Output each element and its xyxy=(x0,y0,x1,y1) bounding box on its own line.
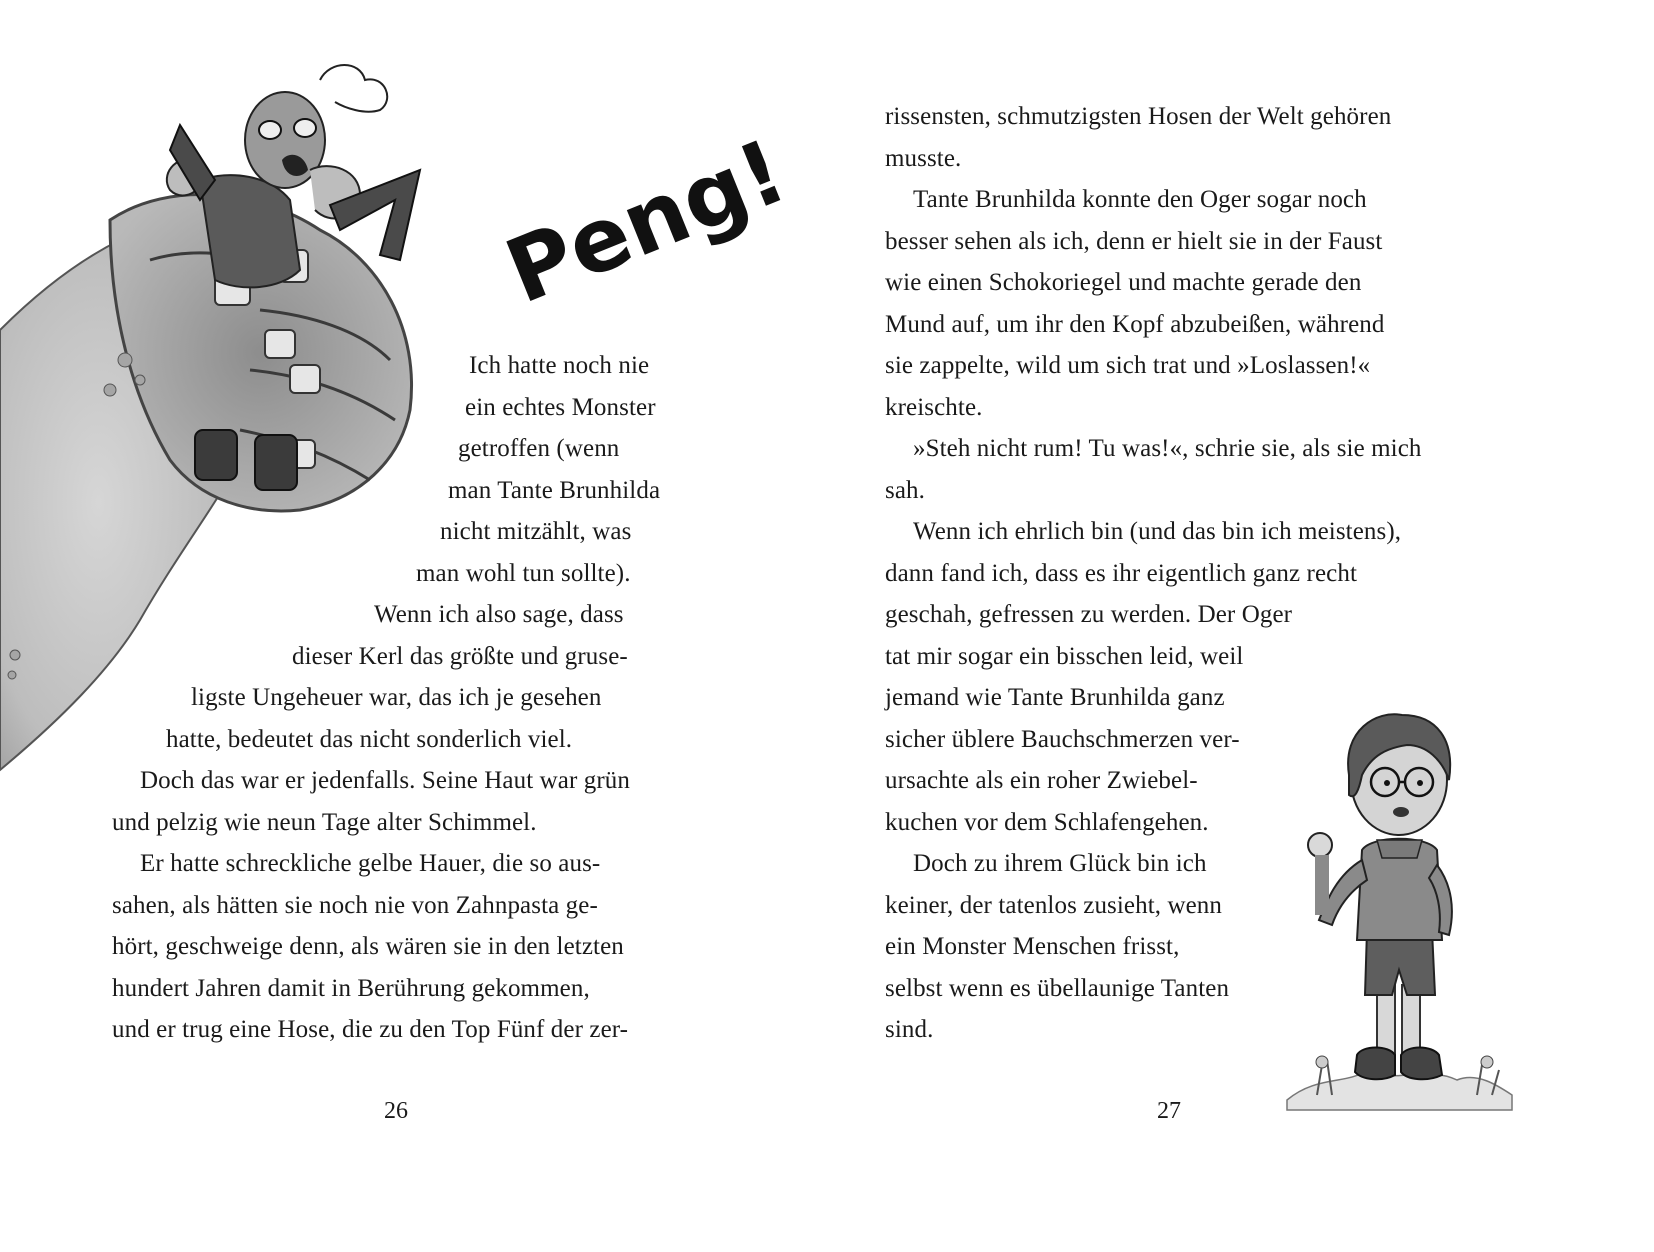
text-line: besser sehen als ich, denn er hielt sie in der Faust xyxy=(885,228,1383,255)
text-line: sicher üblere Bauchschmerzen ver- xyxy=(885,726,1240,753)
text-line: Tante Brunhilda konnte den Oger sogar noch xyxy=(913,186,1367,213)
text-line: ligste Ungeheuer war, das ich je gesehen xyxy=(191,684,602,711)
text-line: Wenn ich ehrlich bin (und das bin ich meistens), xyxy=(913,518,1402,545)
text-line: sahen, als hätten sie noch nie von Zahnpasta ge- xyxy=(112,892,598,919)
peng-sound-effect xyxy=(472,90,800,324)
text-line: kreischte. xyxy=(885,394,983,421)
text-line: »Steh nicht rum! Tu was!«, schrie sie, als sie mich xyxy=(913,435,1422,462)
right-page xyxy=(827,0,1654,1252)
text-line: hatte, bedeutet das nicht sonderlich viel. xyxy=(166,726,573,753)
text-line: Wenn ich also sage, dass xyxy=(374,601,624,628)
text-line: getroffen (wenn xyxy=(458,435,620,462)
text-line: Mund auf, um ihr den Kopf abzubeißen, während xyxy=(885,311,1385,338)
text-line: Doch das war er jedenfalls. Seine Haut war grün xyxy=(140,767,630,794)
text-line: sah. xyxy=(885,477,925,504)
text-line: geschah, gefressen zu werden. Der Oger xyxy=(885,601,1293,628)
svg-text:Peng!: Peng! xyxy=(492,119,800,324)
text-line: Ich hatte noch nie xyxy=(469,352,650,379)
text-line: dann fand ich, dass es ihr eigentlich ganz recht xyxy=(885,560,1357,587)
text-line: Doch zu ihrem Glück bin ich xyxy=(913,850,1207,877)
text-line: nicht mitzählt, was xyxy=(440,518,632,545)
text-line: dieser Kerl das größte und gruse- xyxy=(292,643,628,670)
text-line: und pelzig wie neun Tage alter Schimmel. xyxy=(112,809,537,836)
text-line: hundert Jahren damit in Berührung gekommen, xyxy=(112,975,590,1002)
child-illustration xyxy=(1277,700,1517,1120)
text-line: wie einen Schokoriegel und machte gerade den xyxy=(885,269,1362,296)
text-line: rissensten, schmutzigsten Hosen der Welt gehören xyxy=(885,103,1392,130)
text-line: musste. xyxy=(885,145,962,172)
text-line: man Tante Brunhilda xyxy=(448,477,661,504)
text-line: man wohl tun sollte). xyxy=(416,560,631,587)
text-line: und er trug eine Hose, die zu den Top Fünf der zer- xyxy=(112,1016,629,1043)
text-line: hört, geschweige denn, als wären sie in den letzten xyxy=(112,933,624,960)
page-number: 26 xyxy=(384,1098,408,1124)
text-line: tat mir sogar ein bisschen leid, weil xyxy=(885,643,1244,670)
text-line: ursachte als ein roher Zwiebel- xyxy=(885,767,1198,794)
text-line: ein Monster Menschen frisst, xyxy=(885,933,1180,960)
text-line: keiner, der tatenlos zusieht, wenn xyxy=(885,892,1223,919)
text-line: Er hatte schreckliche gelbe Hauer, die so aus- xyxy=(140,850,601,877)
text-line: sie zappelte, wild um sich trat und »Loslassen!« xyxy=(885,352,1371,379)
text-line: jemand wie Tante Brunhilda ganz xyxy=(885,684,1225,711)
text-line: sind. xyxy=(885,1016,934,1043)
page-number: 27 xyxy=(1157,1098,1181,1124)
text-line: kuchen vor dem Schlafengehen. xyxy=(885,809,1209,836)
text-line: selbst wenn es übellaunige Tanten xyxy=(885,975,1230,1002)
text-line: ein echtes Monster xyxy=(465,394,656,421)
